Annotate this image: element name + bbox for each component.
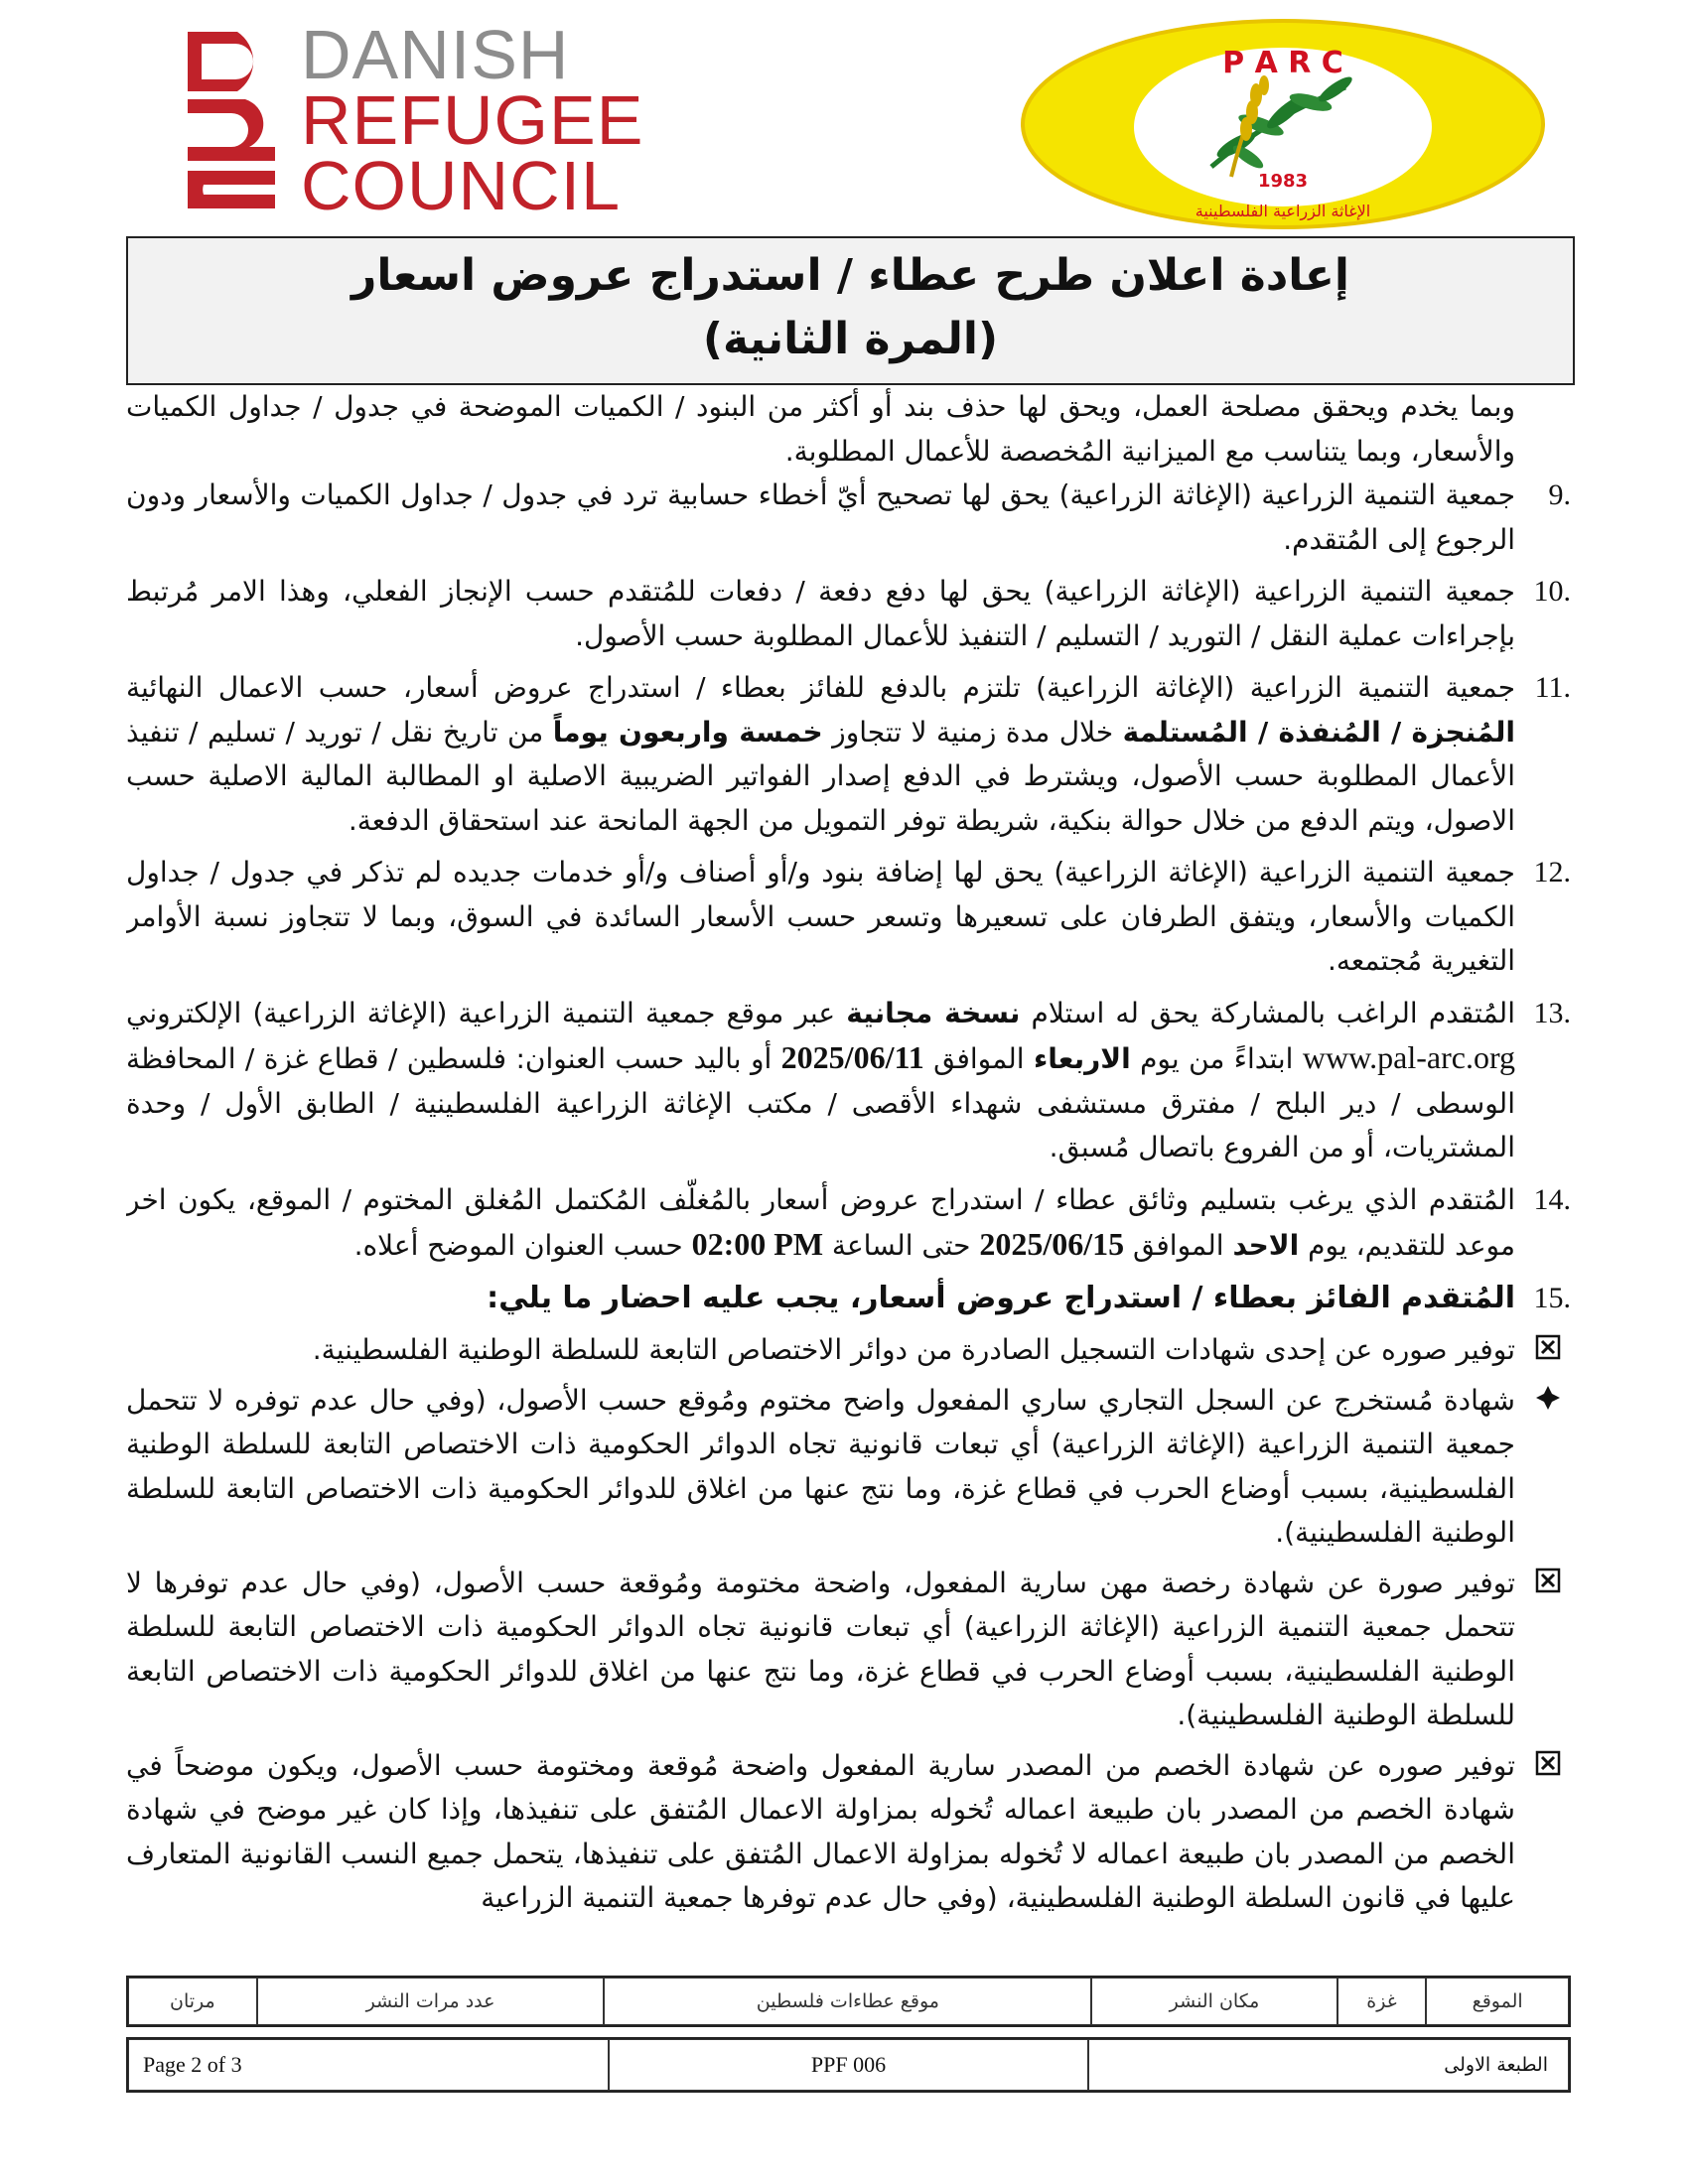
page-footer <box>126 1976 1571 2093</box>
footer-cell-publish-count-label: عدد مرات النشر <box>257 1978 605 2025</box>
requirement-text: شهادة مُستخرج عن السجل التجاري ساري المفعول واضح مختوم ومُوقع حسب الأصول، (وفي حال عدم توفره لا تتحمل جمعية التنمية الزراعية (الإغاثة الزراعية) أي تبعات قانونية تجاه الدوائر الحكومية ذات الاختصاص التابعة للسلطة الوطنية الفلسطينية، بسبب أوضاع الحرب في قطاع غزة، وما نتج عنها من اغلاق للدوائر الحكومية ذات الاختصاص التابعة للسلطة الوطنية الفلسطينية). <box>126 1383 1515 1549</box>
clause-text: جمعية التنمية الزراعية (الإغاثة الزراعية) يحق لها إضافة بنود و/أو أصناف و/أو خدمات جديده لم تذكر في جدول / جداول الكميات والأسعار، ويتفق الطرفان على تسعيرها وتسعر حسب الأسعار السائدة في السوق، وبما لا تتجاوز نسبة الأوامر التغيرية مُجتمعه. <box>126 856 1515 977</box>
clause-8-continuation: وبما يخدم ويحقق مصلحة العمل، ويحق لها حذف بند أو أكثر من البنود / الكميات الموضحة في جدول / جداول الكميات والأسعار، وبما يتناسب مع الميزانية المُخصصة للأعمال المطلوبة. <box>126 390 1515 468</box>
emphasis-weekday: الاربعاء <box>1033 1042 1131 1075</box>
start-date: 2025/06/11 <box>780 1039 924 1075</box>
clause-9 <box>126 474 1571 562</box>
publication-info-table <box>126 1976 1571 2027</box>
deadline-time: 02:00 PM <box>691 1226 824 1262</box>
clause-14 <box>126 1178 1571 1269</box>
drc-word-council: COUNCIL <box>301 147 622 224</box>
parc-acronym: P A R C <box>1222 46 1343 80</box>
clause-number: 9. <box>1548 478 1571 511</box>
clause-number: 14. <box>1533 1182 1571 1216</box>
document-control-table <box>126 2037 1571 2093</box>
emphasis-completed-works: المُنجزة / المُنفذة / المُستلمة <box>1122 715 1515 749</box>
page-number: Page 2 of 3 <box>128 2039 609 2091</box>
drc-word-danish: DANISH <box>301 16 570 93</box>
title-line-2: (المرة الثانية) <box>702 314 999 364</box>
drc-logo <box>184 16 740 224</box>
footer-cell-publish-count-value: مرتان <box>128 1978 257 2025</box>
footer-cell-publish-place-label: مكان النشر <box>1091 1978 1336 2025</box>
parc-arabic-name: الإغاثة الزراعية الفلسطينية <box>1195 202 1371 220</box>
requirement-item <box>126 1328 1571 1373</box>
clause-text <box>126 1178 1515 1269</box>
parc-year: 1983 <box>1257 171 1309 192</box>
website-link[interactable]: www.pal-arc.org <box>1302 1039 1516 1075</box>
text-run: المُتقدم الراغب بالمشاركة يحق له استلام <box>1020 996 1515 1029</box>
requirement-item <box>126 1379 1571 1556</box>
clause-text: جمعية التنمية الزراعية (الإغاثة الزراعية) يحق لها تصحيح أيّ أخطاء حسابية ترد في جدول / جداول الكميات والأسعار ودون الرجوع إلى المُتقدم. <box>126 478 1515 556</box>
text-run: حتى الساعة <box>823 1229 980 1262</box>
footer-cell-location-value: غزة <box>1337 1978 1427 2025</box>
drc-word-refugee: REFUGEE <box>301 81 644 159</box>
clause-11 <box>126 666 1571 843</box>
text-run: المُتقدم الذي يرغب بتسليم وثائق عطاء / استدراج عروض أسعار بالمُغلّف المُكتمل المُغلق المختوم / الموقع، يكون اخر موعد للتقديم، يوم <box>126 1182 1515 1262</box>
drc-monogram-icon <box>184 22 278 212</box>
clause-number: 15. <box>1533 1281 1571 1314</box>
clause-15 <box>126 1277 1571 1321</box>
text-run: أو باليد حسب العنوان: فلسطين / قطاع غزة / المحافظة الوسطى / دير البلح / مفترق مستشفى شهداء الأقصى / مكتب الإغاثة الزراعية الفلسطينية / الطابق الأول / وحدة المشتريات، أو من الفروع باتصال مُسبق. <box>126 1042 1515 1163</box>
diamond-bullet-icon <box>1535 1385 1561 1411</box>
emphasis-weekday: الاحد <box>1232 1229 1300 1262</box>
text-run: حسب العنوان الموضح أعلاه. <box>353 1229 692 1262</box>
boxed-x-icon <box>1535 1568 1561 1593</box>
terms-body <box>126 385 1571 1964</box>
requirement-text: توفير صوره عن شهادة الخصم من المصدر سارية المفعول واضحة مُوقعة ومختومة حسب الأصول، ويكون موضحاً في شهادة الخصم من المصدر بان طبيعة اعماله تُخوله بمزاولة الاعمال المُتفق على تنفيذها، وإذا كان غير موضح في شهادة الخصم من المصدر بان طبيعة اعماله لا تُخوله بمزاولة الاعمال المُتفق على تنفيذها، يتحمل جميع النسب القانونية المتعارف عليها في قانون السلطة الوطنية الفلسطينية، (وفي حال عدم توفرها جمعية التنمية الزراعية <box>126 1748 1515 1914</box>
deadline-date: 2025/06/15 <box>979 1226 1125 1262</box>
clause-number: 13. <box>1533 996 1571 1029</box>
clause-12 <box>126 851 1571 984</box>
title-line-1: إعادة اعلان طرح عطاء / استدراج عروض اسعار <box>352 250 1349 301</box>
clause-number: 10. <box>1533 575 1571 608</box>
boxed-x-icon <box>1535 1750 1561 1776</box>
footer-cell-publish-place-value: موقع عطاءات فلسطين <box>604 1978 1091 2025</box>
parc-emblem-icon <box>1018 18 1549 231</box>
text-run: جمعية التنمية الزراعية (الإغاثة الزراعية) تلتزم بالدفع للفائز بعطاء / استدراج عروض أسعار، حسب الاعمال النهائية <box>126 671 1515 704</box>
document-code: PPF 006 <box>609 2039 1089 2091</box>
text-run: الموافق <box>1124 1229 1233 1262</box>
requirement-text: توفير صورة عن شهادة رخصة مهن سارية المفعول، واضحة مختومة ومُوقعة حسب الأصول، (وفي حال عدم توفرها لا تتحمل جمعية التنمية الزراعية (الإغاثة الزراعية) أي تبعات قانونية تجاه الدوائر الحكومية ذات الاختصاص التابعة للسلطة الوطنية الفلسطينية، بسبب أوضاع الحرب في قطاع غزة، وما نتج عنها من اغلاق للدوائر الحكومية ذات الاختصاص التابعة للسلطة الوطنية الفلسطينية). <box>126 1566 1515 1731</box>
announcement-title-box <box>126 236 1575 385</box>
clause-text: جمعية التنمية الزراعية (الإغاثة الزراعية) يحق لها دفع دفعة / دفعات للمُتقدم حسب الإنجاز الفعلي، وهذا الامر مُرتبط بإجراءات عملية النقل / التوريد / التسليم / التنفيذ للأعمال المطلوبة حسب الأصول. <box>126 575 1515 652</box>
footer-cell-location-label: الموقع <box>1426 1978 1569 2025</box>
requirement-text: توفير صوره عن إحدى شهادات التسجيل الصادرة من دوائر الاختصاص التابعة للسلطة الوطنية الفلسطينية. <box>312 1333 1515 1366</box>
clause-number: 11. <box>1534 671 1571 704</box>
clause-10 <box>126 570 1571 658</box>
text-run: من تاريخ نقل / توريد / تسليم / تنفيذ الأعمال المطلوبة حسب الأصول، ويشترط في الدفع إصدار الفواتير الضريبية الاصلية او المطالبة المالية الاصلية حسب الاصول، ويتم الدفع من خلال حوالة بنكية، شريطة توفر التمويل من الجهة المانحة عند استحقاق الدفعة. <box>126 715 1515 837</box>
boxed-x-icon <box>1535 1334 1561 1360</box>
clause-13 <box>126 992 1571 1170</box>
emphasis-payment-period: خمسة واربعون يوماً <box>552 715 823 749</box>
text-run: خلال مدة زمنية لا تتجاوز <box>822 715 1123 749</box>
text-run: عبر موقع جمعية التنمية الزراعية (الإغاثة الزراعية) الإلكتروني <box>126 996 847 1029</box>
text-run: ابتداءً من يوم <box>1130 1042 1303 1075</box>
emphasis-free-copy: نسخة مجانية <box>846 996 1021 1029</box>
clause-text <box>126 666 1515 843</box>
clause-heading: المُتقدم الفائز بعطاء / استدراج عروض أسعار، يجب عليه احضار ما يلي: <box>487 1280 1515 1315</box>
clause-text <box>126 992 1515 1170</box>
text-run: الموافق <box>923 1042 1034 1075</box>
parc-logo <box>1018 18 1549 231</box>
requirement-item <box>126 1562 1571 1738</box>
requirement-item <box>126 1744 1571 1921</box>
clause-number: 12. <box>1533 856 1571 888</box>
edition-label: الطبعة الاولى <box>1088 2039 1569 2091</box>
